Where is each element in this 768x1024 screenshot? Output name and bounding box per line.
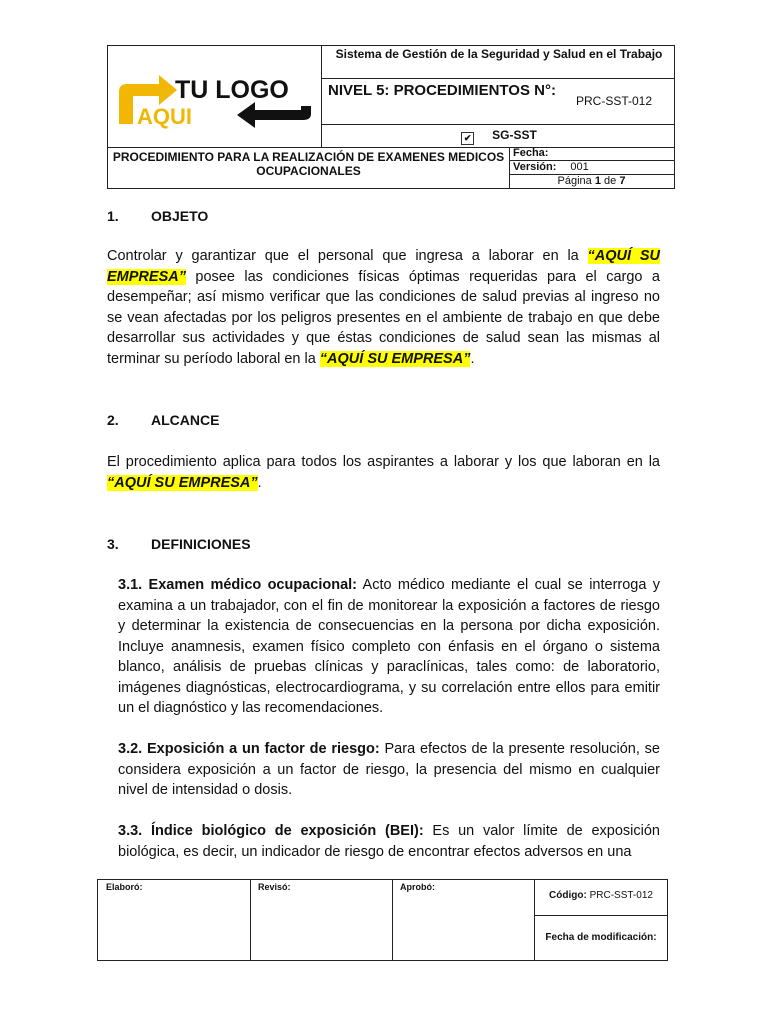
definition-term: 3.2. Exposición a un factor de riesgo:: [118, 741, 380, 757]
version-label: Versión:: [513, 161, 557, 173]
logo-text-1: TU LOGO: [175, 76, 289, 104]
definition-3-1: 3.1. Examen médico ocupacional: Acto médico mediante el cual se interroga y examina a un trabajador, con el fin de monitorear la exposición a factores de riesgo y determinar la existencia de consecuencias en la persona por dicha exposición. Incluye anamnesis, examen físico completo con énfasis en el órgano o sistema blanco, análisis de pruebas clínicas y paraclínicas, tales como: de laboratorio, imágenes diagnósticas, electrocardiograma, y su correlación entre ellos para emitir un el diagnóstico y las recomendaciones.: [118, 577, 661, 716]
objeto-paragraph: Controlar y garantizar que el personal que ingresa a laborar en la “AQUÍ SU EMPRESA” posee las condiciones físicas óptimas requeridas para el cargo a desempeñar; así mismo verificar que las condiciones de salud previas al ingreso no se vean afectadas por los peligros presentes en el ambiente de trabajo en que debe desarrollar sus actividades y que éstas condiciones de salud sean las mismas al terminar su período laboral en la “AQUÍ SU EMPRESA”.: [107, 248, 660, 367]
aprobo-label: Aprobó:: [400, 882, 435, 892]
section-alcance-heading: 2. ALCANCE: [107, 412, 220, 428]
procedure-code: PRC-SST-012: [576, 94, 653, 108]
definition-term: 3.3. Índice biológico de exposición (BEI):: [118, 823, 424, 839]
company-logo: [115, 70, 315, 130]
alcance-paragraph: El procedimiento aplica para todos los aspirantes a laborar y los que laboran en la “AQUÍ SU EMPRESA”.: [107, 454, 660, 491]
definition-3-2: 3.2. Exposición a un factor de riesgo: Para efectos de la presente resolución, se considera exposición a un factor de riesgo, la presencia del mismo en cualquier nivel de intensidad o dosis.: [118, 741, 660, 798]
logo-text-2: AQUI: [137, 104, 192, 129]
elaboro-label: Elaboró:: [106, 882, 143, 892]
system-title: Sistema de Gestión de la Seguridad y Salud en el Trabajo: [335, 47, 663, 61]
sg-sst-row: [322, 125, 676, 147]
modification-date-label: Fecha de modificación:: [545, 932, 657, 943]
reviso-label: Revisó:: [258, 882, 291, 892]
document-footer-table: [97, 879, 668, 961]
footer-code: Código: PRC-SST-012: [549, 890, 653, 901]
procedure-title: PROCEDIMIENTO PARA LA REALIZACIÓN DE EXAMENES MEDICOS OCUPACIONALES: [112, 150, 505, 178]
page-indicator: Página 1 de 7: [557, 175, 626, 187]
level-title: NIVEL 5: PROCEDIMIENTOS N°:: [328, 82, 556, 99]
fecha-label: Fecha:: [513, 147, 549, 159]
section-definiciones-heading: 3. DEFINICIONES: [107, 536, 251, 552]
section-objeto-heading: 1. OBJETO: [107, 208, 209, 224]
checkbox-icon: ✔: [461, 132, 474, 145]
version-row: [513, 161, 589, 173]
sg-label: SG-SST: [492, 128, 537, 142]
version-value: 001: [570, 161, 589, 173]
definition-3-3: 3.3. Índice biológico de exposición (BEI): Es un valor límite de exposición biológica, es decir, un indicador de riesgo de encontrar efectos adversos en una: [118, 823, 660, 860]
definition-term: 3.1. Examen médico ocupacional:: [118, 577, 358, 593]
